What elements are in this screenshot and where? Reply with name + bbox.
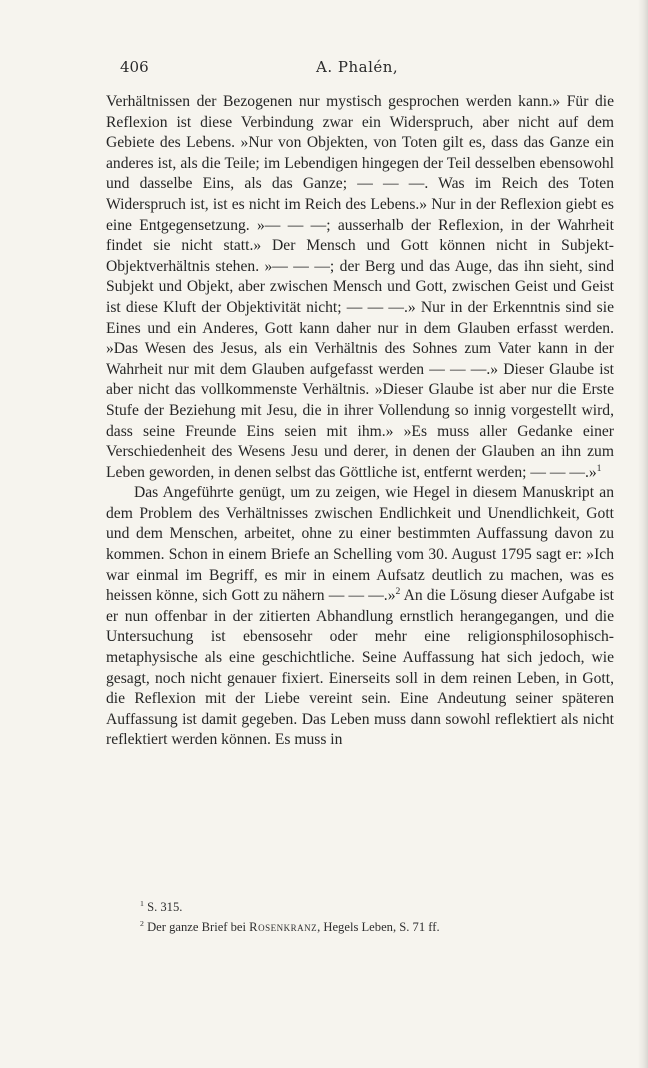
footnote-1-mark: 1: [140, 898, 144, 908]
footnote-mark-1: 1: [596, 462, 602, 474]
footnotes: [140, 897, 610, 937]
footnote-2-text-after: , Hegels Leben, S. 71 ff.: [317, 920, 440, 934]
footnote-2-author: Rosenkranz: [249, 920, 318, 934]
footnote-2-mark: 2: [140, 918, 144, 928]
body-text: [106, 92, 614, 751]
paragraph-2: [106, 483, 614, 751]
page-number: 406: [120, 58, 149, 76]
running-head: [120, 58, 640, 82]
running-title: A. Phalén,: [316, 58, 399, 76]
paragraph-1: [106, 92, 614, 483]
footnote-2: [140, 917, 610, 937]
page-edge-shadow: [638, 0, 648, 1068]
footnote-1-text: S. 315.: [147, 900, 183, 914]
footnote-mark-2: 2: [395, 586, 401, 598]
paragraph-2-continuation: An die Lösung dieser Aufgabe ist er nun offenbar in der zitierten Abhandlung ernstlich herangegangen, und die Untersuchung ist ebensosehr oder mehr eine religionsphilosophisch-metaphysische als eine geschichtliche. Seine Auffassung hat sich jedoch, wie gesagt, noch nicht genauer fixiert. Einerseits soll in dem reinen Leben, in Gott, die Reflexion mit der Liebe vereint sein. Eine Andeutung seiner späteren Auffassung ist damit gegeben. Das Leben muss dann sowohl reflektiert als nicht reflektiert werden können. Es muss in: [106, 587, 614, 749]
paragraph-1-text: Verhältnissen der Bezogenen nur mystisch gesprochen werden kann.» Für die Reflexion ist diese Verbindung zwar ein Widerspruch, aber nicht auf dem Gebiete des Lebens. »Nur von Objekten, von Toten gilt es, dass das Ganze ein anderes ist, als die Teile; im Lebendigen hingegen der Teil desselben ebensowohl und dasselbe Eins, als das Ganze; — — —. Was im Reich des Toten Widerspruch ist, ist es nicht im Reich des Lebens.» Nur in der Reflexion giebt es eine Entgegensetzung. »— — —; ausserhalb der Reflexion, in der Wahrheit findet sie nicht statt.» Der Mensch und Gott können nicht in Subjekt-Objektverhältnis stehen. »— — —; der Berg und das Auge, das ihn sieht, sind Subjekt und Objekt, aber zwischen Mensch und Gott, zwischen Geist und Geist ist diese Kluft der Objektivität nicht; — — —.» Nur in der Erkenntnis sind sie Eines und ein Anderes, Gott kann daher nur in dem Glauben erfasst werden. »Das Wesen des Jesus, als ein Verhältnis des Sohnes zum Vater kann in der Wahrheit nur mit dem Glauben aufgefasst werden — — —.» Dieser Glaube ist aber nicht das vollkommenste Verhältnis. »Dieser Glaube ist aber nur die Erste Stufe der Beziehung mit Jesu, die in ihrer Vollendung so innig vorgestellt wird, dass seine Freunde Eins seien mit ihm.» »Es muss aller Gedanke einer Verschiedenheit des Wesens Jesu und derer, in denen der Glauben an ihn zum Leben geworden, in denen selbst das Göttliche ist, entfernt werden; — — —.»: [106, 93, 614, 481]
footnote-1: [140, 897, 610, 917]
paragraph-2-text: Das Angeführte genügt, um zu zeigen, wie Hegel in diesem Manuskript an dem Problem des Verhältnisses zwischen Endlichkeit und Unendlichkeit, Gott und dem Menschen, arbeitet, ohne zu einer bestimmten Auffassung davon zu kommen. Schon in einem Briefe an Schelling vom 30. August 1795 sagt er: »Ich war einmal im Begriff, es mir in einem Aufsatz deutlich zu machen, was es heissen könne, sich Gott zu nähern — — —.»: [106, 484, 614, 605]
footnote-2-text-before: Der ganze Brief bei: [147, 920, 247, 934]
